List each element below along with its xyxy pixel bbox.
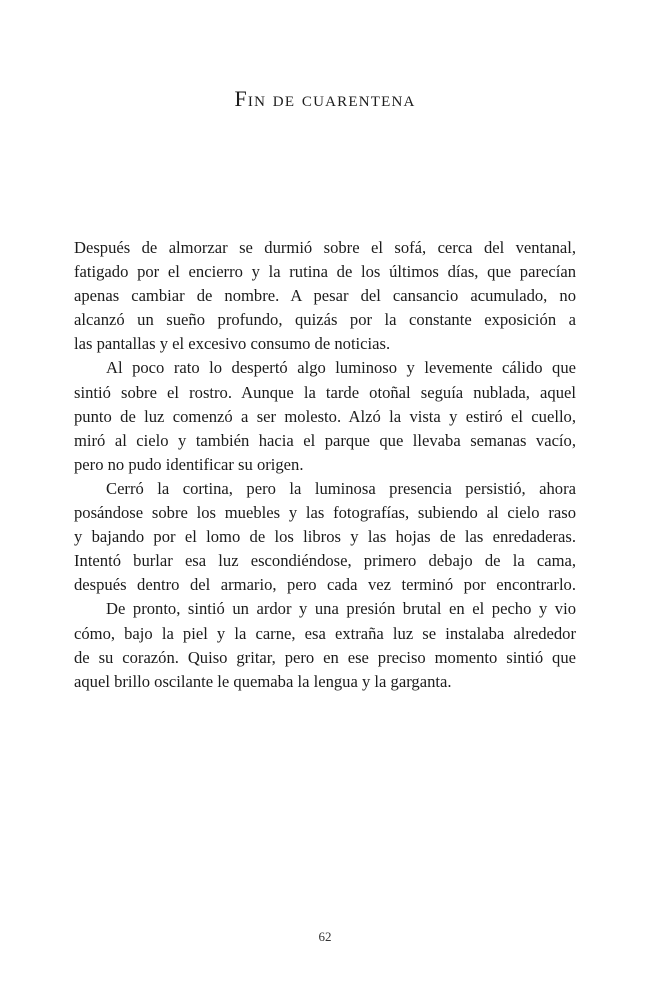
page-number: 62: [318, 929, 332, 944]
text-line: aquel brillo oscilante le quemaba la lengua y la garganta.: [74, 671, 452, 691]
text-line: pero no pudo identificar su origen.: [74, 454, 304, 474]
text-line: de su corazón. Quiso gritar, pero en ese preciso momento sintió que: [74, 647, 576, 667]
text-line: Intentó burlar esa luz escondiéndose, primero debajo de la cama,: [74, 551, 576, 571]
text-line: fatigado por el encierro y la rutina de los últimos días, que parecían: [74, 262, 576, 282]
text-line: Cerró la cortina, pero la luminosa presencia persistió, ahora: [106, 478, 576, 498]
story-body: [74, 236, 576, 694]
text-line: sintió sobre el rostro. Aunque la tarde otoñal seguía nublada, aquel: [74, 382, 576, 402]
text-line: apenas cambiar de nombre. A pesar del cansancio acumulado, no: [74, 286, 576, 306]
text-line: después dentro del armario, pero cada vez terminó por encontrarlo.: [74, 575, 576, 595]
text-line: De pronto, sintió un ardor y una presión brutal en el pecho y vio: [106, 599, 576, 619]
paragraph: [74, 597, 576, 693]
text-line: alcanzó un sueño profundo, quizás por la constante exposición a: [74, 310, 576, 330]
text-line: Después de almorzar se durmió sobre el sofá, cerca del ventanal,: [74, 238, 576, 257]
paragraph: [74, 477, 576, 597]
text-line: posándose sobre los muebles y las fotografías, subiendo al cielo raso: [74, 503, 576, 523]
text-line: punto de luz comenzó a ser molesto. Alzó la vista y estiró el cuello,: [74, 406, 576, 426]
text-line: las pantallas y el excesivo consumo de noticias.: [74, 334, 391, 354]
text-line: y bajando por el lomo de los libros y las hojas de las enredaderas.: [74, 527, 576, 547]
paragraph: [74, 236, 576, 356]
page-title: Fin de cuarentena: [234, 86, 416, 111]
paragraph: [74, 356, 576, 476]
text-line: miró al cielo y también hacia el parque que llevaba semanas vacío,: [74, 430, 576, 450]
text-line: cómo, bajo la piel y la carne, esa extraña luz se instalaba alrededor: [74, 623, 576, 643]
text-line: Al poco rato lo despertó algo luminoso y levemente cálido que: [106, 358, 576, 378]
